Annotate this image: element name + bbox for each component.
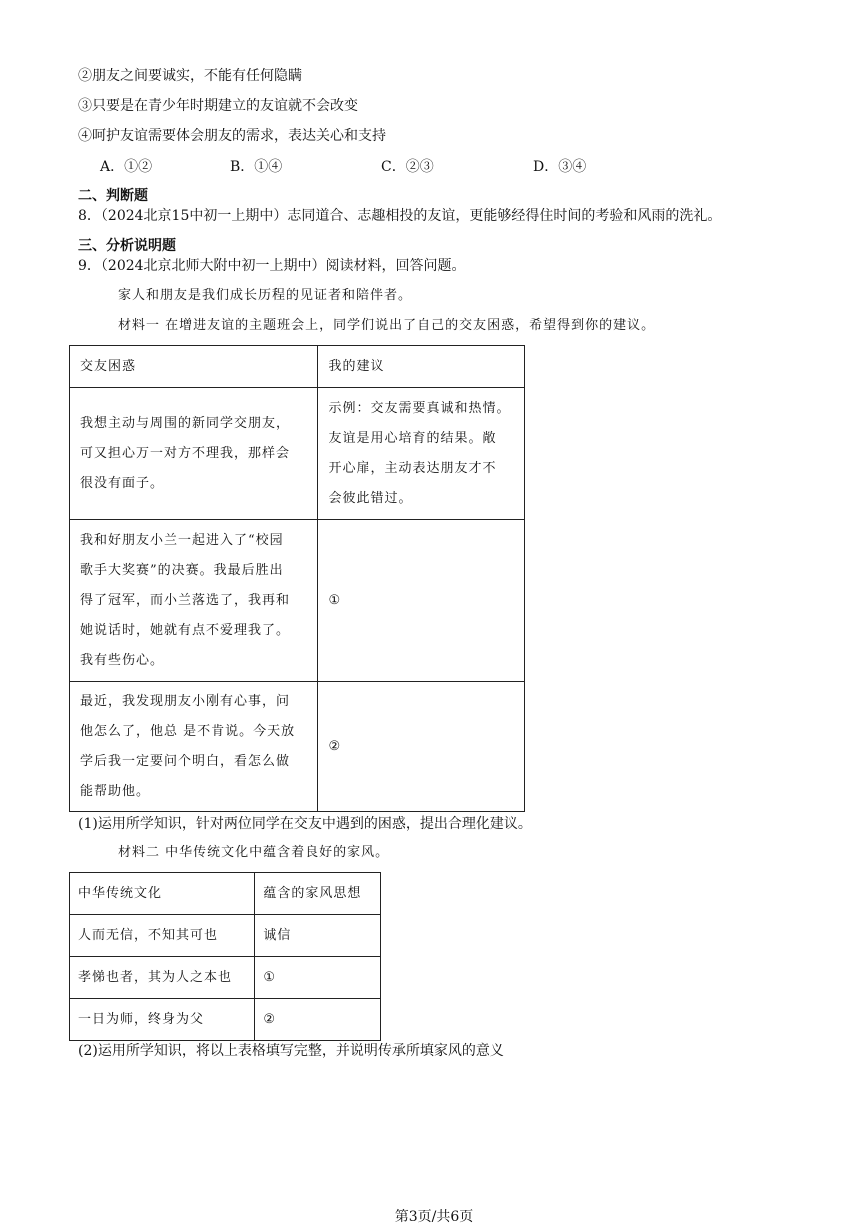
option-item-2: ②朋友之间要诚实，不能有任何隐瞒 xyxy=(78,68,302,84)
table-row xyxy=(70,999,381,1041)
sub-question-1: (1)运用所学知识，针对两位同学在交友中遇到的困惑，提出合理化建议。 xyxy=(78,816,532,832)
table-cell-value: ② xyxy=(255,999,381,1041)
answer-choice-d: D．③④ xyxy=(533,159,587,175)
table-row xyxy=(70,915,381,957)
cell-line: 可又担心万一对方不理我，那样会 xyxy=(80,445,291,461)
cell-line: 很没有面子。 xyxy=(80,475,165,491)
cell-line: 歌手大奖赛”的决赛。我最后胜出 xyxy=(80,562,284,578)
cell-line: 我和好朋友小兰一起进入了“校园 xyxy=(80,532,284,548)
option-item-3: ③只要是在青少年时期建立的友谊就不会改变 xyxy=(78,98,358,114)
table-cell-concern xyxy=(70,520,318,682)
material-1-text: 材料一 在增进友谊的主题班会上，同学们说出了自己的交友困惑，希望得到你的建议。 xyxy=(118,318,656,333)
cell-line: 她说话时，她就有点不爱理我了。 xyxy=(80,622,291,638)
section-heading-judgment: 二、判断题 xyxy=(78,188,148,204)
option-item-4: ④呵护友谊需要体会朋友的需求，表达关心和支持 xyxy=(78,128,386,144)
table-cell-culture: 人而无信，不知其可也 xyxy=(70,915,255,957)
table-row xyxy=(70,388,525,520)
table-row xyxy=(70,520,525,682)
cell-line: 我想主动与周围的新同学交朋友， xyxy=(80,415,291,431)
cell-line: 示例：交友需要真诚和热情。 xyxy=(328,400,511,416)
cell-line: 他怎么了，他总 是不肯说。今天放 xyxy=(80,723,296,739)
table-header-cell: 交友困惑 xyxy=(70,346,318,388)
answer-choice-c: C．②③ xyxy=(381,159,434,175)
cell-line: 开心扉，主动表达朋友才不 xyxy=(328,460,497,476)
table-cell-culture: 一日为师，终身为父 xyxy=(70,999,255,1041)
cell-line: 会彼此错过。 xyxy=(328,490,413,506)
answer-blank-1: ① xyxy=(328,592,342,608)
cell-line: 学后我一定要问个明白，看怎么做 xyxy=(80,753,291,769)
table-header-row xyxy=(70,873,381,915)
family-culture-table xyxy=(69,872,381,1041)
sub-question-2: (2)运用所学知识，将以上表格填写完整，并说明传承所填家风的意义 xyxy=(78,1043,504,1059)
cell-line: 友谊是用心培育的结果。敞 xyxy=(328,430,497,446)
table-cell-advice xyxy=(318,682,525,812)
table-row xyxy=(70,682,525,812)
table-header-cell: 中华传统文化 xyxy=(70,873,255,915)
friendship-table xyxy=(69,345,525,812)
question-8: 8．（2024北京15中初一上期中）志同道合、志趣相投的友谊，更能够经得住时间的考验和风雨的洗礼。 xyxy=(78,208,722,224)
question-9: 9．（2024北京北师大附中初一上期中）阅读材料，回答问题。 xyxy=(78,258,466,274)
table-cell-concern xyxy=(70,388,318,520)
table-header-cell: 我的建议 xyxy=(318,346,525,388)
answer-blank-2: ② xyxy=(328,738,342,754)
material-2-text: 材料二 中华传统文化中蕴含着良好的家风。 xyxy=(118,845,390,860)
table-header-cell: 蕴含的家风思想 xyxy=(255,873,381,915)
table-cell-advice xyxy=(318,388,525,520)
table-row xyxy=(70,957,381,999)
page-footer: 第3页/共6页 xyxy=(394,1209,474,1225)
cell-line: 最近，我发现朋友小刚有心事，问 xyxy=(80,693,291,709)
table-header-row xyxy=(70,346,525,388)
answer-choice-a: A．①② xyxy=(100,159,153,175)
cell-line: 得了冠军，而小兰落选了，我再和 xyxy=(80,592,291,608)
cell-line: 能帮助他。 xyxy=(80,783,151,799)
section-heading-analysis: 三、分析说明题 xyxy=(78,238,176,254)
table-cell-value: 诚信 xyxy=(255,915,381,957)
table-cell-culture: 孝悌也者，其为人之本也 xyxy=(70,957,255,999)
table-cell-concern xyxy=(70,682,318,812)
answer-choice-b: B．①④ xyxy=(230,159,283,175)
table-cell-advice xyxy=(318,520,525,682)
intro-text: 家人和朋友是我们成长历程的见证者和陪伴者。 xyxy=(118,288,413,303)
cell-line: 我有些伤心。 xyxy=(80,652,165,668)
table-cell-value: ① xyxy=(255,957,381,999)
